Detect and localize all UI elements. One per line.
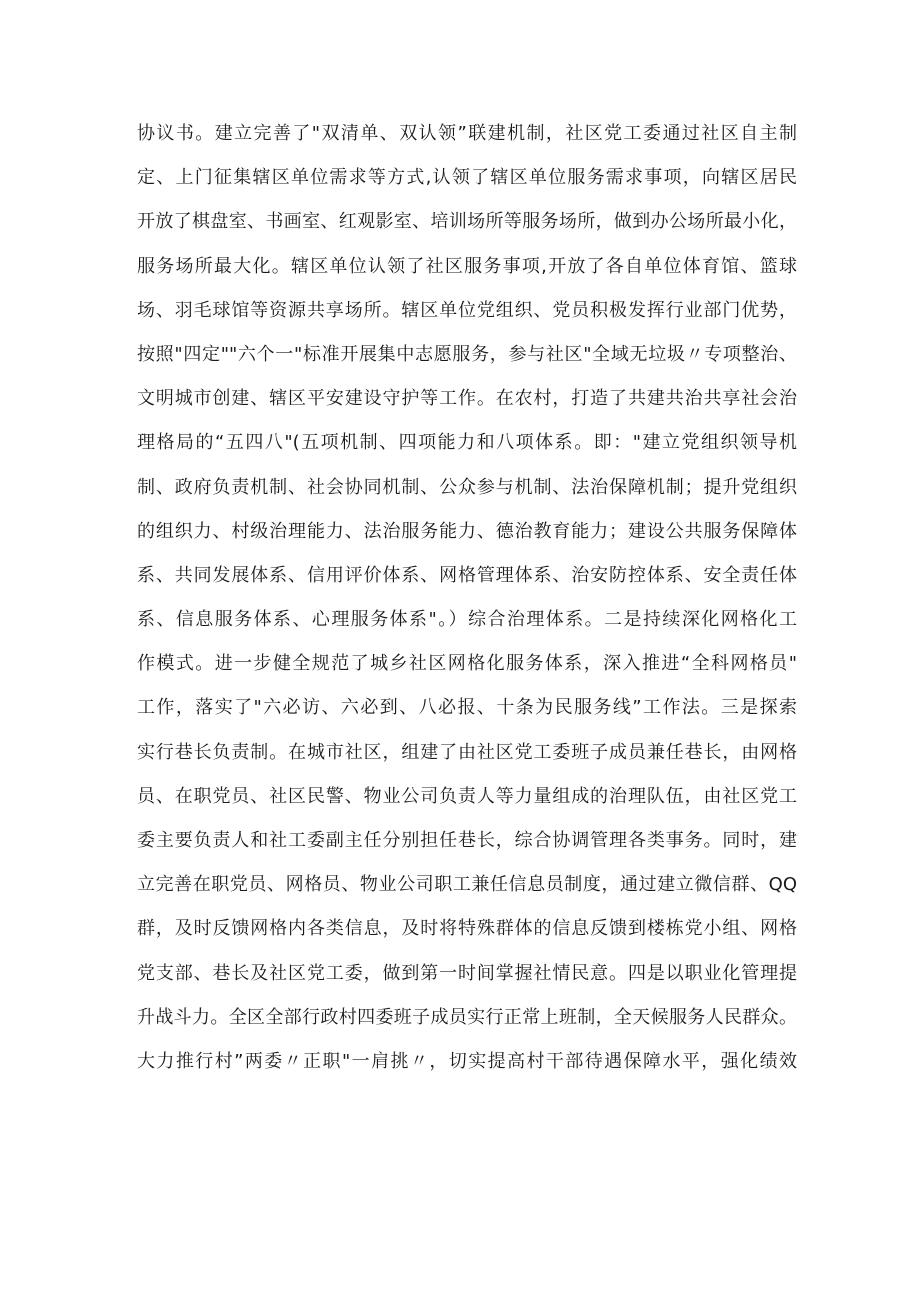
text-line: 场、羽毛球馆等资源共享场所。辖区单位党组织、党员积极发挥行业部门优势， (137, 299, 797, 321)
text-line: 大力推行村”两委〃正职"一肩挑〃，切实提高村干部待遇保障水平，强化绩效 (137, 1050, 797, 1072)
text-line: 理格局的“五四八"(五项机制、四项能力和八项体系。即："建立党组织领导机 (137, 432, 797, 454)
text-line: 作模式。进一步健全规范了城乡社区网格化服务体系，深入推进“全科网格员" (137, 653, 797, 675)
text-line: 系、信息服务体系、心理服务体系"。）综合治理体系。二是持续深化网格化工 (137, 609, 797, 631)
text-line: 按照"四定""六个一"标准开展集中志愿服务，参与社区"全域无垃圾〃专项整治、 (137, 343, 797, 365)
text-line: 党支部、巷长及社区党工委，做到第一时间掌握社情民意。四是以职业化管理提 (137, 962, 797, 984)
text-line: 系、共同发展体系、信用评价体系、网格管理体系、治安防控体系、安全责任体 (137, 564, 797, 586)
text-line: 实行巷长负责制。在城市社区，组建了由社区党工委班子成员兼任巷长，由网格 (137, 741, 797, 763)
text-line: 的组织力、村级治理能力、法治服务能力、德治教育能力；建设公共服务保障体 (137, 520, 797, 542)
body-text (137, 112, 797, 1084)
text-line: 服务场所最大化。辖区单位认领了社区服务事项,开放了各自单位体育馆、篮球 (137, 255, 797, 277)
text-line: 工作，落实了"六必访、六必到、八必报、十条为民服务线”工作法。三是探索 (137, 697, 797, 719)
text-line: 群，及时反馈网格内各类信息，及时将特殊群体的信息反馈到楼栋党小组、网格 (137, 918, 797, 940)
text-line: 升战斗力。全区全部行政村四委班子成员实行正常上班制，全天候服务人民群众。 (137, 1006, 797, 1028)
text-line: 定、上门征集辖区单位需求等方式,认领了辖区单位服务需求事项，向辖区居民 (137, 167, 797, 189)
text-line: 立完善在职党员、网格员、物业公司职工兼任信息员制度，通过建立微信群、QQ (137, 874, 797, 896)
text-line: 协议书。建立完善了"双清单、双认领”联建机制，社区党工委通过社区自主制 (137, 123, 797, 144)
text-line: 制、政府负责机制、社会协同机制、公众参与机制、法治保障机制；提升党组织 (137, 476, 797, 498)
text-line: 文明城市创建、辖区平安建设守护等工作。在农村，打造了共建共治共享社会治 (137, 388, 797, 410)
text-line: 开放了棋盘室、书画室、红观影室、培训场所等服务场所，做到办公场所最小化， (137, 211, 797, 233)
text-line: 委主要负责人和社工委副主任分别担任巷长，综合协调管理各类事务。同时，建 (137, 830, 797, 851)
text-line: 员、在职党员、社区民警、物业公司负责人等力量组成的治理队伍，由社区党工 (137, 785, 797, 807)
